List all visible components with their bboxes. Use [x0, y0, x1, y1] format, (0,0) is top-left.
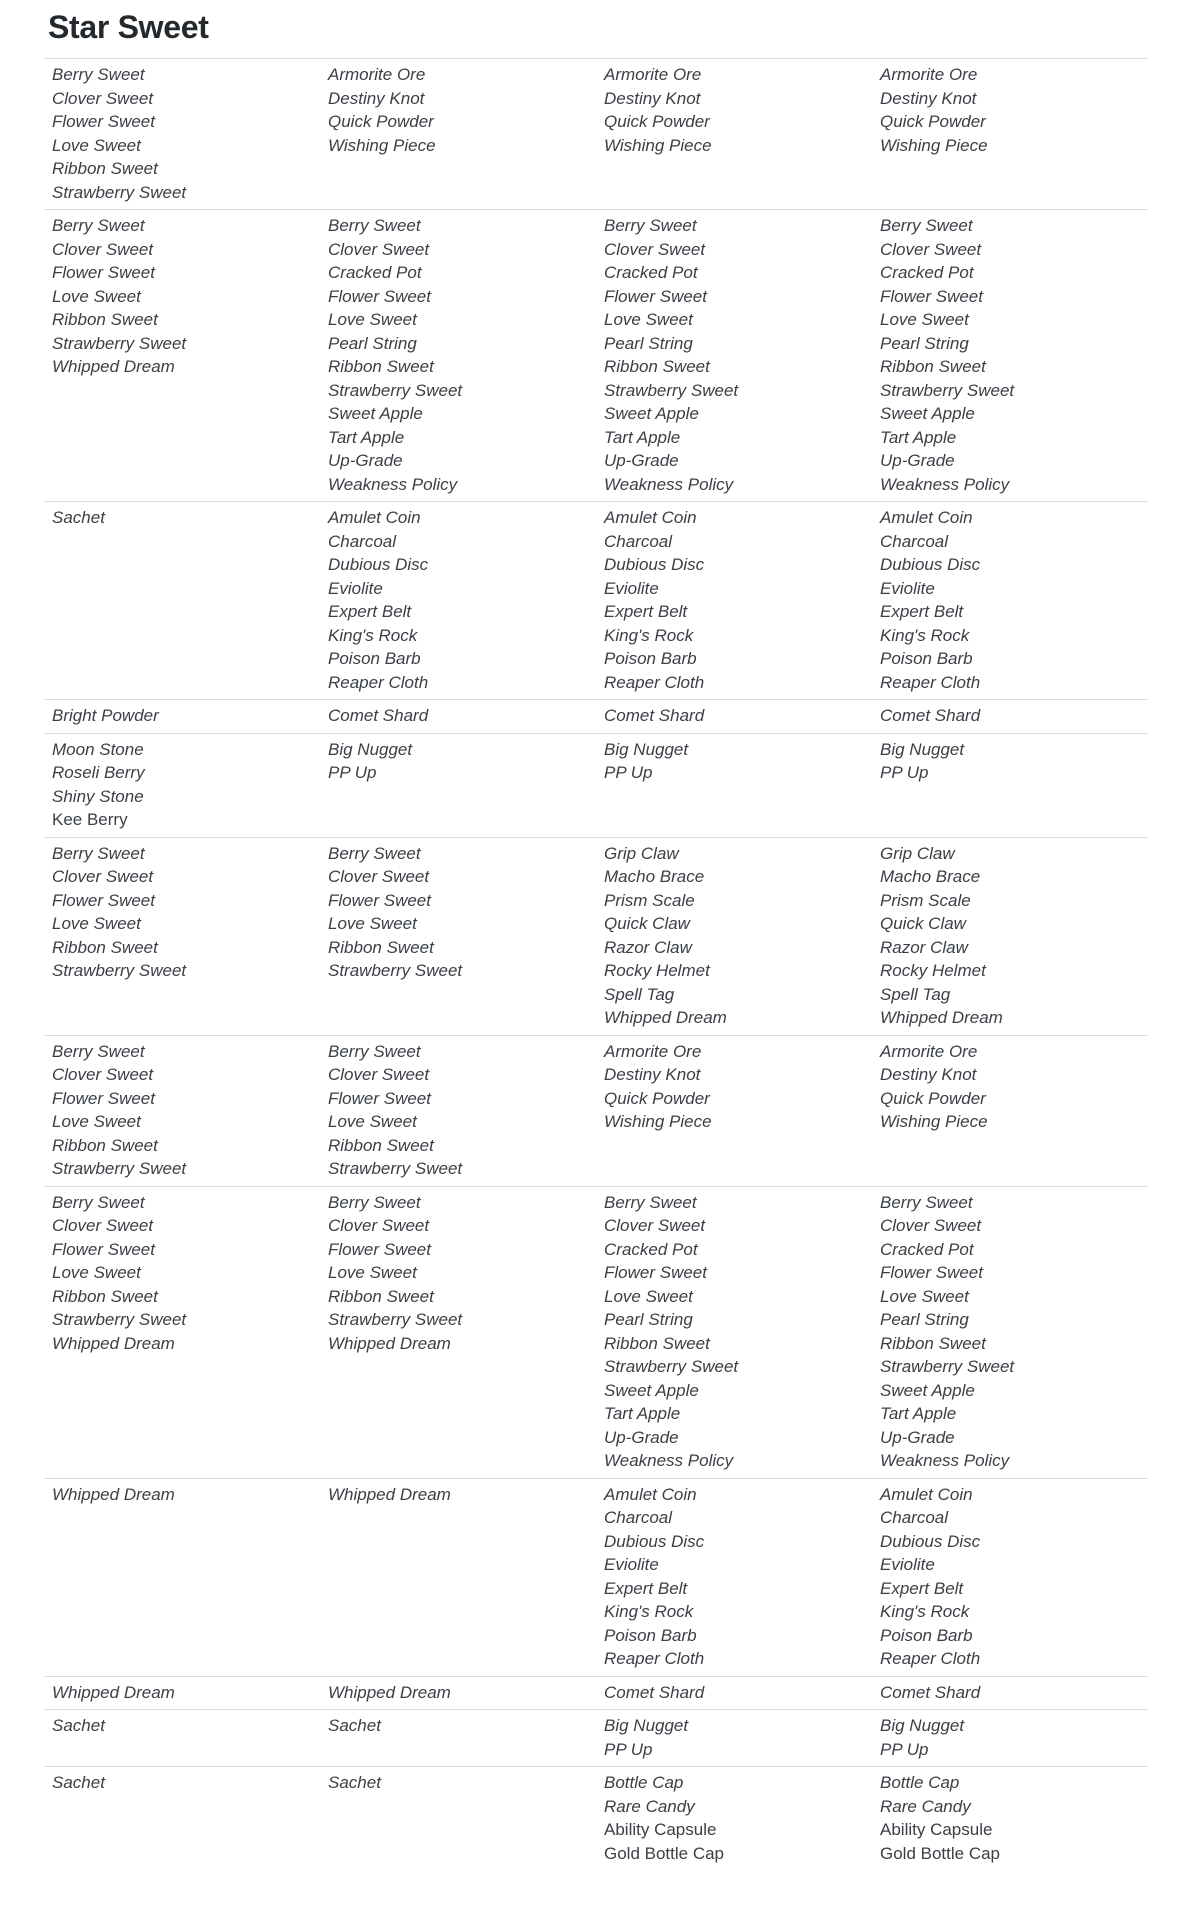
table-row [44, 1709, 1148, 1766]
item-label: Quick Powder [328, 112, 434, 131]
item-label: Clover Sweet [880, 1216, 982, 1235]
item-label: Love Sweet [328, 914, 417, 933]
item-label: Sweet Apple [328, 404, 423, 423]
item-label: Cracked Pot [880, 1239, 974, 1259]
item-label: Macho Brace [880, 867, 981, 886]
item-label: Flower Sweet [52, 1239, 155, 1259]
item-label: Love Sweet [604, 1286, 693, 1306]
item-label: Wishing Piece [880, 1112, 988, 1131]
item-label: Berry Sweet [328, 216, 421, 235]
item-label: Sweet Apple [604, 1380, 699, 1400]
item-label: Pearl String [328, 333, 417, 353]
item-label: Reaper Cloth [880, 672, 981, 692]
item-label: Sachet [328, 1773, 381, 1792]
item-label: Berry Sweet [52, 65, 145, 84]
item-label: Prism Scale [880, 890, 971, 910]
item-label: Big Nugget [880, 739, 965, 759]
table-cell [44, 1040, 320, 1181]
table-cell [872, 738, 1148, 832]
item-label: Big Nugget [328, 739, 413, 759]
table-cell [596, 214, 872, 496]
table-cell [872, 1040, 1148, 1181]
table-row [44, 837, 1148, 1035]
item-label: Clover Sweet [52, 88, 154, 108]
item-label: Whipped Dream [52, 1484, 175, 1504]
item-label: Kee Berry [52, 810, 128, 829]
item-label: Flower Sweet [52, 112, 155, 131]
item-label: Flower Sweet [52, 890, 155, 910]
item-label: Cracked Pot [604, 263, 698, 282]
item-label: Sachet [52, 1773, 105, 1792]
item-label: Weakness Policy [880, 1451, 1010, 1470]
item-label: Up-Grade [604, 1427, 679, 1447]
item-label: Wishing Piece [880, 135, 988, 155]
item-label: Whipped Dream [604, 1008, 727, 1027]
item-label: Sweet Apple [880, 404, 975, 423]
table-cell [596, 506, 872, 694]
table-row [44, 1676, 1148, 1710]
item-label: Reaper Cloth [880, 1649, 981, 1668]
item-label: Ribbon Sweet [328, 357, 434, 376]
table-cell [872, 506, 1148, 694]
item-label: Love Sweet [328, 1263, 417, 1282]
table-cell [44, 1191, 320, 1473]
item-label: Cracked Pot [880, 263, 974, 282]
item-label: Amulet Coin [880, 508, 973, 527]
item-label: Berry Sweet [52, 216, 145, 235]
item-label: Up-Grade [880, 451, 955, 470]
item-label: Rocky Helmet [604, 961, 710, 980]
table-cell [320, 1714, 596, 1761]
item-label: Strawberry Sweet [604, 1357, 739, 1376]
table-cell [596, 1714, 872, 1761]
item-label: Reaper Cloth [604, 1649, 705, 1668]
page-title: Star Sweet [48, 9, 209, 45]
item-label: Love Sweet [604, 310, 693, 329]
item-label: Clover Sweet [328, 1065, 430, 1084]
item-label: Ribbon Sweet [52, 937, 158, 957]
item-label: Dubious Disc [328, 555, 429, 574]
table-row [44, 1766, 1148, 1870]
item-label: Armorite Ore [604, 65, 702, 84]
table-cell [872, 1483, 1148, 1671]
table-cell [44, 63, 320, 204]
item-label: Ribbon Sweet [328, 1135, 434, 1155]
item-label: Expert Belt [604, 602, 688, 621]
item-label: Ribbon Sweet [328, 937, 434, 957]
item-label: Armorite Ore [328, 65, 426, 84]
item-label: Bottle Cap [880, 1773, 960, 1792]
item-label: Strawberry Sweet [52, 182, 187, 202]
table-cell [872, 842, 1148, 1030]
item-label: Berry Sweet [328, 843, 421, 863]
table-row [44, 1035, 1148, 1186]
item-label: Clover Sweet [328, 867, 430, 886]
table-row [44, 209, 1148, 501]
item-label: Quick Claw [604, 914, 690, 933]
item-label: Berry Sweet [880, 1192, 973, 1212]
item-label: Flower Sweet [328, 286, 431, 306]
item-label: Love Sweet [52, 135, 141, 155]
item-label: Strawberry Sweet [328, 1159, 463, 1178]
item-label: Charcoal [880, 531, 949, 551]
item-label: King's Rock [604, 1602, 694, 1621]
table-cell [44, 738, 320, 832]
item-label: Eviolite [880, 578, 935, 598]
item-label: Quick Powder [880, 112, 986, 131]
item-label: Up-Grade [880, 1427, 955, 1447]
item-label: Cracked Pot [328, 263, 422, 282]
item-label: Tart Apple [880, 1404, 957, 1423]
item-label: Clover Sweet [604, 1216, 706, 1235]
item-label: Roseli Berry [52, 763, 145, 782]
item-label: Bright Powder [52, 706, 159, 725]
item-label: Love Sweet [880, 310, 969, 329]
item-label: Expert Belt [604, 1578, 688, 1598]
item-label: Sachet [52, 1716, 105, 1735]
table-cell [44, 842, 320, 1030]
item-label: Clover Sweet [604, 239, 706, 259]
item-label: Ribbon Sweet [52, 159, 158, 178]
item-label: Love Sweet [52, 286, 141, 306]
item-label: Berry Sweet [52, 1192, 145, 1212]
item-label: Razor Claw [604, 937, 692, 957]
table-cell [320, 1040, 596, 1181]
item-label: Poison Barb [880, 649, 973, 668]
item-label: Rocky Helmet [880, 961, 986, 980]
table-cell [596, 1483, 872, 1671]
item-label: Tart Apple [328, 427, 405, 447]
item-label: Amulet Coin [604, 1484, 697, 1504]
item-label: Armorite Ore [604, 1041, 702, 1061]
table-cell [872, 1714, 1148, 1761]
item-label: Whipped Dream [880, 1008, 1003, 1027]
table-cell [596, 1681, 872, 1705]
item-label: Love Sweet [52, 1112, 141, 1131]
item-label: Sweet Apple [880, 1380, 975, 1400]
item-label: Wishing Piece [328, 135, 436, 155]
table-cell [44, 704, 320, 728]
item-label: Wishing Piece [604, 1112, 712, 1131]
item-label: Clover Sweet [328, 1216, 430, 1235]
item-label: Ribbon Sweet [52, 310, 158, 329]
item-label: Flower Sweet [604, 1263, 707, 1282]
page-header [0, 0, 1200, 47]
item-label: Ribbon Sweet [52, 1135, 158, 1155]
item-label: Tart Apple [880, 427, 957, 447]
item-label: Dubious Disc [880, 555, 981, 574]
table-cell [320, 214, 596, 496]
item-label: Quick Powder [604, 1088, 710, 1108]
item-label: Spell Tag [880, 984, 951, 1004]
item-label: Bottle Cap [604, 1773, 684, 1792]
items-table [44, 58, 1148, 1870]
table-cell [320, 1191, 596, 1473]
item-label: Flower Sweet [604, 286, 707, 306]
item-label: Moon Stone [52, 739, 144, 759]
item-label: Comet Shard [604, 706, 705, 725]
item-label: Comet Shard [328, 706, 429, 725]
item-label: Flower Sweet [328, 1088, 431, 1108]
item-label: King's Rock [880, 625, 970, 645]
item-label: Grip Claw [604, 843, 679, 863]
item-label: Amulet Coin [604, 508, 697, 527]
item-label: Whipped Dream [52, 1682, 175, 1702]
table-cell [44, 506, 320, 694]
item-label: Poison Barb [604, 649, 697, 668]
table-cell [596, 738, 872, 832]
item-label: Shiny Stone [52, 786, 144, 806]
table-row [44, 501, 1148, 699]
item-label: Weakness Policy [604, 1451, 734, 1470]
table-cell [872, 1681, 1148, 1705]
item-label: Rare Candy [604, 1796, 695, 1816]
item-label: Dubious Disc [880, 1531, 981, 1551]
item-label: King's Rock [604, 625, 694, 645]
item-label: Strawberry Sweet [604, 380, 739, 400]
item-label: Prism Scale [604, 890, 695, 910]
table-cell [872, 63, 1148, 204]
item-label: Destiny Knot [604, 1065, 701, 1084]
item-label: Rare Candy [880, 1796, 971, 1816]
table-row [44, 1186, 1148, 1478]
item-label: Pearl String [604, 1310, 693, 1329]
item-label: Charcoal [604, 531, 673, 551]
table-row [44, 58, 1148, 209]
item-label: Charcoal [328, 531, 397, 551]
item-label: Strawberry Sweet [52, 333, 187, 353]
item-label: Ribbon Sweet [604, 1333, 710, 1353]
item-label: Armorite Ore [880, 65, 978, 84]
item-label: Eviolite [604, 578, 659, 598]
item-label: Flower Sweet [880, 1263, 983, 1282]
item-label: Strawberry Sweet [52, 1310, 187, 1329]
item-label: Clover Sweet [52, 867, 154, 886]
item-label: Ribbon Sweet [52, 1286, 158, 1306]
item-label: Weakness Policy [880, 474, 1010, 494]
table-row [44, 699, 1148, 733]
item-label: Quick Powder [604, 112, 710, 131]
item-label: Razor Claw [880, 937, 968, 957]
item-label: Berry Sweet [328, 1041, 421, 1061]
item-label: Ribbon Sweet [604, 357, 710, 376]
item-label: Poison Barb [880, 1625, 973, 1645]
item-label: Ribbon Sweet [880, 357, 986, 376]
item-label: PP Up [880, 763, 929, 782]
item-label: Love Sweet [52, 914, 141, 933]
item-label: Pearl String [880, 333, 969, 353]
item-label: Ribbon Sweet [328, 1286, 434, 1306]
item-label: Berry Sweet [328, 1192, 421, 1212]
item-label: Big Nugget [604, 1716, 689, 1735]
table-cell [320, 506, 596, 694]
item-label: Expert Belt [880, 1578, 964, 1598]
item-label: PP Up [880, 1739, 929, 1759]
item-label: Ribbon Sweet [880, 1333, 986, 1353]
item-label: Big Nugget [880, 1716, 965, 1735]
item-label: Clover Sweet [52, 239, 154, 259]
item-label: Love Sweet [880, 1286, 969, 1306]
table-cell [320, 1681, 596, 1705]
table-cell [596, 63, 872, 204]
item-label: Eviolite [880, 1555, 935, 1574]
item-label: Destiny Knot [880, 88, 977, 108]
item-label: Dubious Disc [604, 555, 705, 574]
item-label: Big Nugget [604, 739, 689, 759]
item-label: Macho Brace [604, 867, 705, 886]
item-label: Gold Bottle Cap [880, 1843, 1001, 1863]
item-label: Sachet [328, 1716, 381, 1735]
item-label: Strawberry Sweet [328, 1310, 463, 1329]
item-label: Poison Barb [328, 649, 421, 668]
item-label: Poison Barb [604, 1625, 697, 1645]
item-label: Charcoal [880, 1508, 949, 1527]
item-label: Flower Sweet [328, 1239, 431, 1259]
table-cell [320, 1771, 596, 1865]
table-row [44, 1478, 1148, 1676]
item-label: King's Rock [880, 1602, 970, 1621]
item-label: Quick Claw [880, 914, 966, 933]
item-label: Amulet Coin [328, 508, 421, 527]
item-label: Clover Sweet [880, 239, 982, 259]
table-cell [44, 1681, 320, 1705]
table-cell [44, 1714, 320, 1761]
table-cell [872, 1771, 1148, 1865]
item-label: Comet Shard [880, 1682, 981, 1702]
item-label: Quick Powder [880, 1088, 986, 1108]
item-label: Dubious Disc [604, 1531, 705, 1551]
table-cell [320, 842, 596, 1030]
table-cell [596, 1771, 872, 1865]
item-label: Berry Sweet [604, 216, 697, 235]
item-label: Destiny Knot [604, 88, 701, 108]
item-label: Weakness Policy [604, 474, 734, 494]
table-cell [872, 214, 1148, 496]
item-label: Comet Shard [604, 1682, 705, 1702]
item-label: Ability Capsule [604, 1820, 717, 1839]
item-label: Berry Sweet [52, 1041, 145, 1061]
item-label: Strawberry Sweet [52, 1159, 187, 1178]
item-label: Up-Grade [328, 451, 403, 470]
item-label: Clover Sweet [52, 1216, 154, 1235]
item-label: Reaper Cloth [604, 672, 705, 692]
item-label: Expert Belt [880, 602, 964, 621]
item-label: Flower Sweet [52, 263, 155, 282]
item-label: Strawberry Sweet [880, 1357, 1015, 1376]
item-label: Love Sweet [52, 1263, 141, 1282]
table-cell [320, 738, 596, 832]
item-label: Tart Apple [604, 1404, 681, 1423]
item-label: Weakness Policy [328, 474, 458, 494]
table-cell [320, 704, 596, 728]
item-label: Sweet Apple [604, 404, 699, 423]
item-label: Flower Sweet [880, 286, 983, 306]
item-label: Ability Capsule [880, 1820, 993, 1839]
item-label: Destiny Knot [880, 1065, 977, 1084]
item-label: Love Sweet [328, 310, 417, 329]
item-label: Amulet Coin [880, 1484, 973, 1504]
item-label: Up-Grade [604, 451, 679, 470]
item-label: Sachet [52, 508, 105, 527]
item-label: Cracked Pot [604, 1239, 698, 1259]
table-cell [596, 1191, 872, 1473]
item-label: King's Rock [328, 625, 418, 645]
item-label: Reaper Cloth [328, 672, 429, 692]
item-label: Whipped Dream [52, 1333, 175, 1353]
item-label: Flower Sweet [52, 1088, 155, 1108]
item-label: Pearl String [604, 333, 693, 353]
item-label: Whipped Dream [328, 1682, 451, 1702]
table-cell [44, 1771, 320, 1865]
item-label: Whipped Dream [328, 1484, 451, 1504]
item-label: Strawberry Sweet [52, 961, 187, 980]
item-label: Whipped Dream [52, 357, 175, 376]
item-label: Clover Sweet [328, 239, 430, 259]
table-cell [596, 1040, 872, 1181]
item-label: Expert Belt [328, 602, 412, 621]
item-label: Strawberry Sweet [880, 380, 1015, 400]
item-label: Grip Claw [880, 843, 955, 863]
table-cell [44, 1483, 320, 1671]
item-label: PP Up [604, 763, 653, 782]
item-label: Comet Shard [880, 706, 981, 725]
item-label: Love Sweet [328, 1112, 417, 1131]
table-cell [320, 63, 596, 204]
item-label: Charcoal [604, 1508, 673, 1527]
item-label: Berry Sweet [880, 216, 973, 235]
item-label: Flower Sweet [328, 890, 431, 910]
item-label: Armorite Ore [880, 1041, 978, 1061]
item-label: Tart Apple [604, 427, 681, 447]
item-label: Pearl String [880, 1310, 969, 1329]
item-label: Clover Sweet [52, 1065, 154, 1084]
table-cell [44, 214, 320, 496]
item-label: PP Up [604, 1739, 653, 1759]
table-row [44, 733, 1148, 837]
item-label: Eviolite [328, 578, 383, 598]
item-label: Wishing Piece [604, 135, 712, 155]
item-label: PP Up [328, 763, 377, 782]
table-cell [872, 1191, 1148, 1473]
table-cell [596, 842, 872, 1030]
item-label: Spell Tag [604, 984, 675, 1004]
item-label: Berry Sweet [52, 843, 145, 863]
item-label: Strawberry Sweet [328, 961, 463, 980]
item-label: Strawberry Sweet [328, 380, 463, 400]
item-label: Eviolite [604, 1555, 659, 1574]
item-label: Berry Sweet [604, 1192, 697, 1212]
item-label: Whipped Dream [328, 1333, 451, 1353]
table-cell [872, 704, 1148, 728]
table-cell [320, 1483, 596, 1671]
table-cell [596, 704, 872, 728]
item-label: Destiny Knot [328, 88, 425, 108]
item-label: Gold Bottle Cap [604, 1843, 725, 1863]
